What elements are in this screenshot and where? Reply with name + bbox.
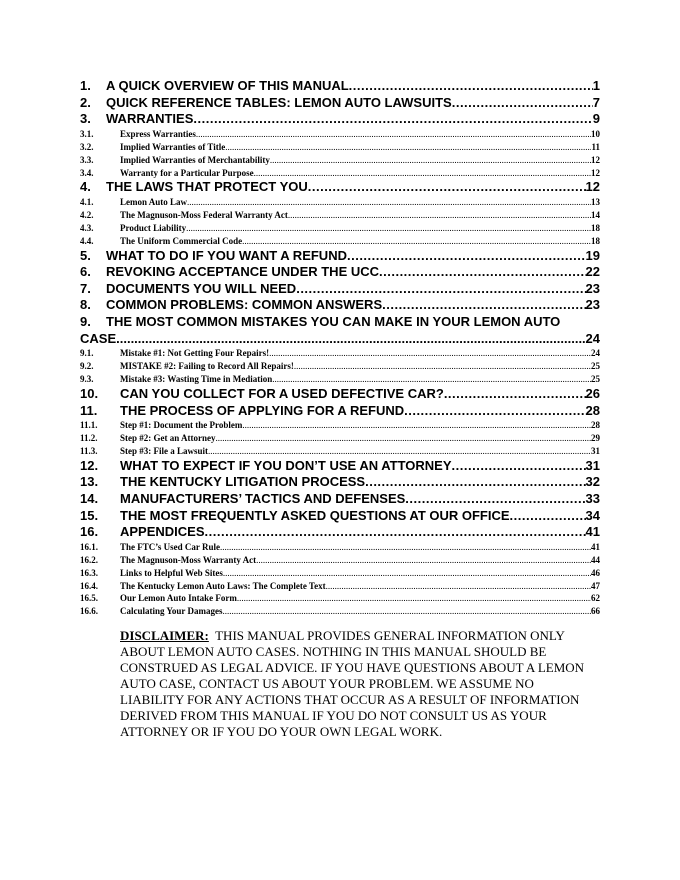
toc-entry-page: 44 xyxy=(591,554,600,565)
toc-entry-page: 11 xyxy=(591,141,600,152)
toc-entry-title: Product Liability xyxy=(120,222,187,233)
toc-entry-number: 4. xyxy=(80,179,91,195)
toc-entry-page: 47 xyxy=(591,580,600,591)
toc-entry[interactable] xyxy=(80,78,600,95)
toc-entry-title: WARRANTIES xyxy=(106,111,194,127)
toc-entry-title: Step #3: File a Lawsuit xyxy=(120,445,209,456)
toc-entry-page: 32 xyxy=(585,474,600,490)
toc-entry-title: The Magnuson-Moss Federal Warranty Act xyxy=(120,209,288,220)
toc-leader xyxy=(116,331,585,348)
toc-entry-page: 28 xyxy=(585,402,600,418)
toc-entry-page: 29 xyxy=(591,433,600,443)
toc-entry-title: THE KENTUCKY LITIGATION PROCESS xyxy=(120,474,366,490)
toc-entry-page: 31 xyxy=(585,457,600,473)
toc-entry-title: The Uniform Commercial Code xyxy=(120,235,243,246)
toc-leader xyxy=(308,179,586,196)
toc-leader xyxy=(256,554,591,567)
toc-entry-page: 12 xyxy=(591,154,600,165)
toc-entry-page: 10 xyxy=(591,128,600,139)
toc-entry-number: 4.2. xyxy=(80,209,94,220)
toc-subentry[interactable] xyxy=(80,419,600,432)
toc-entry-page: 14 xyxy=(591,209,600,220)
toc-entry-number: 3.1. xyxy=(80,128,94,139)
toc-entry-page: 23 xyxy=(585,280,600,296)
toc-leader xyxy=(254,167,591,180)
toc-entry-number: 14. xyxy=(80,491,99,506)
toc-entry-title: The Magnuson-Moss Warranty Act xyxy=(120,554,257,565)
toc-leader xyxy=(404,403,585,420)
toc-entry[interactable] xyxy=(80,264,600,281)
toc-leader xyxy=(452,95,593,112)
toc-entry-number: 1. xyxy=(80,78,91,93)
toc-entry-page: 26 xyxy=(585,385,600,401)
toc-leader xyxy=(269,347,591,360)
toc-entry[interactable] xyxy=(80,508,600,525)
toc-entry-title: REVOKING ACCEPTANCE UNDER THE UCC xyxy=(106,264,380,280)
toc-entry-number: 9.2. xyxy=(80,361,94,372)
toc-entry-title: The Kentucky Lemon Auto Laws: The Complete Text xyxy=(120,580,326,591)
toc-entry-number: 4.1. xyxy=(80,197,94,207)
toc-entry-number: 15. xyxy=(80,507,99,523)
toc-entry-page: 41 xyxy=(591,541,600,552)
toc-entry-number: 8. xyxy=(80,297,91,313)
toc-entry-title: The FTC’s Used Car Rule xyxy=(120,541,221,552)
toc-entry-page: 33 xyxy=(585,491,600,506)
toc-entry-number: 9.3. xyxy=(80,374,94,384)
toc-entry-page: 24 xyxy=(591,348,600,359)
toc-entry-page: 28 xyxy=(591,420,600,431)
toc-entry-title: MISTAKE #2: Failing to Record All Repairs! xyxy=(120,361,294,372)
toc-entry-page: 25 xyxy=(591,361,600,372)
toc-entry-page: 66 xyxy=(591,606,600,617)
toc-subentry[interactable] xyxy=(80,128,600,141)
toc-entry[interactable] xyxy=(80,403,600,420)
toc-entry-page: 34 xyxy=(585,507,600,523)
toc-entry-number: 3.2. xyxy=(80,141,94,152)
toc-subentry[interactable] xyxy=(80,209,600,222)
toc-entry-number: 11. xyxy=(80,402,98,418)
toc-entry-page: 19 xyxy=(585,247,600,263)
toc-entry-number: 16. xyxy=(80,524,99,540)
toc-leader xyxy=(223,567,591,580)
toc-leader xyxy=(242,235,591,248)
toc-entry[interactable] xyxy=(80,248,600,265)
toc-entry[interactable] xyxy=(80,281,600,298)
toc-subentry[interactable] xyxy=(80,141,600,154)
toc-entry[interactable] xyxy=(80,491,600,508)
toc-entry-number: 2. xyxy=(80,94,91,110)
toc-subentry[interactable] xyxy=(80,580,600,593)
toc-leader xyxy=(196,128,591,141)
toc-subentry[interactable] xyxy=(80,360,600,373)
toc-leader xyxy=(186,222,591,235)
toc-subentry[interactable] xyxy=(80,567,600,580)
toc-entry-number: 10. xyxy=(80,385,99,401)
toc-leader xyxy=(347,248,586,265)
toc-leader xyxy=(242,419,591,432)
toc-entry-number: 3. xyxy=(80,111,91,127)
toc-entry-number: 9.1. xyxy=(80,348,94,359)
toc-entry-title: Our Lemon Auto Intake Form xyxy=(120,593,237,604)
toc-leader xyxy=(405,491,585,508)
toc-entry-title: THE PROCESS OF APPLYING FOR A REFUND xyxy=(120,402,405,418)
toc-leader xyxy=(237,592,591,605)
toc-entry-page: 41 xyxy=(585,524,600,540)
toc-entry-page: 31 xyxy=(591,445,600,456)
table-of-contents xyxy=(80,78,600,618)
toc-entry-number: 9. xyxy=(80,314,91,329)
toc-entry-number: 3.3. xyxy=(80,154,94,165)
toc-entry-page: 24 xyxy=(585,330,600,346)
toc-leader xyxy=(294,360,591,373)
toc-entry-title: Implied Warranties of Title xyxy=(120,141,226,152)
toc-entry-number: 12. xyxy=(80,457,99,473)
toc-leader xyxy=(223,605,591,618)
toc-entry-title: APPENDICES xyxy=(120,524,205,540)
toc-leader xyxy=(187,196,591,209)
toc-entry-page: 18 xyxy=(591,235,600,246)
toc-entry-page: 25 xyxy=(591,374,600,384)
toc-subentry[interactable] xyxy=(80,167,600,180)
toc-entry[interactable] xyxy=(80,95,600,112)
toc-leader xyxy=(208,445,591,458)
toc-leader xyxy=(510,508,586,525)
toc-entry-page: 62 xyxy=(591,593,600,604)
toc-entry[interactable] xyxy=(80,314,600,347)
toc-leader xyxy=(288,209,591,222)
toc-entry-number: 3.4. xyxy=(80,167,94,178)
toc-leader xyxy=(270,154,591,167)
toc-leader xyxy=(216,432,592,445)
toc-subentry[interactable] xyxy=(80,222,600,235)
toc-entry-title: Mistake #3: Wasting Time in Mediation xyxy=(120,374,273,384)
toc-entry-title: Warranty for a Particular Purpose xyxy=(120,167,254,178)
toc-leader xyxy=(296,281,585,298)
toc-entry-page: 18 xyxy=(591,222,600,233)
toc-leader xyxy=(220,541,591,554)
disclaimer-label: DISCLAIMER: xyxy=(120,628,209,643)
toc-entry-title: DOCUMENTS YOU WILL NEED xyxy=(106,280,297,296)
toc-entry-page: 12 xyxy=(591,167,600,178)
toc-leader xyxy=(272,373,591,386)
toc-entry-title: A QUICK OVERVIEW OF THIS MANUAL xyxy=(106,78,349,93)
toc-entry-page: 7 xyxy=(592,94,600,110)
toc-subentry[interactable] xyxy=(80,541,600,554)
toc-entry-title: Lemon Auto Law xyxy=(120,197,188,207)
toc-entry-title: Implied Warranties of Merchantability xyxy=(120,154,270,165)
disclaimer-text: THIS MANUAL PROVIDES GENERAL INFORMATION ONLY ABOUT LEMON AUTO CASES. NOTHING IN THIS MANUAL SHOULD BE CONSTRUED AS LEGAL ADVICE. IF YOU HAVE QUESTIONS ABOUT A LEMON AUTO CASE, CONTACT US ABOUT YOUR PROBLEM. WE ASSUME NO LIABILITY FOR ANY ACTIONS THAT OCCUR AS A RESULT OF INFORMATION DERIVED FROM THIS MANUAL IF YOU DO NOT CONSULT US AS YOUR ATTORNEY OR IF YOU DO YOUR OWN LEGAL WORK. xyxy=(120,628,585,739)
toc-entry-number: 16.4. xyxy=(80,580,98,591)
toc-leader xyxy=(205,524,586,541)
toc-entry-title: WHAT TO EXPECT IF YOU DON’T USE AN ATTORNEY xyxy=(120,457,452,473)
toc-entry[interactable] xyxy=(80,111,600,128)
toc-entry-number: 13. xyxy=(80,474,99,490)
toc-entry-title: CAN YOU COLLECT FOR A USED DEFECTIVE CAR? xyxy=(120,385,444,401)
toc-entry-title: MANUFACTURERS’ TACTICS AND DEFENSES xyxy=(120,491,406,506)
toc-entry-title: Step #1: Document the Problem xyxy=(120,420,243,431)
toc-subentry[interactable] xyxy=(80,373,600,386)
toc-entry-number: 7. xyxy=(80,280,91,296)
toc-entry-title: Calculating Your Damages xyxy=(120,606,223,617)
toc-entry-page: 22 xyxy=(585,264,600,280)
toc-entry-title: THE MOST COMMON MISTAKES YOU CAN MAKE IN YOUR LEMON AUTO xyxy=(106,314,561,329)
toc-entry-title: THE LAWS THAT PROTECT YOU xyxy=(106,179,308,195)
toc-entry-number: 11.2. xyxy=(80,433,98,443)
toc-subentry[interactable] xyxy=(80,554,600,567)
toc-leader xyxy=(326,580,591,593)
toc-entry-page: 23 xyxy=(585,297,600,313)
toc-entry-page: 13 xyxy=(591,197,600,207)
toc-entry-title: Express Warranties xyxy=(120,128,196,139)
toc-leader xyxy=(349,78,593,95)
toc-entry[interactable] xyxy=(80,386,600,403)
toc-subentry[interactable] xyxy=(80,154,600,167)
toc-subentry[interactable] xyxy=(80,235,600,248)
toc-entry-page: 1 xyxy=(592,78,600,93)
toc-entry-number: 4.4. xyxy=(80,235,94,246)
toc-entry-number: 16.5. xyxy=(80,593,98,604)
toc-entry[interactable] xyxy=(80,524,600,541)
toc-leader xyxy=(444,386,586,403)
toc-subentry[interactable] xyxy=(80,445,600,458)
toc-entry-title: WHAT TO DO IF YOU WANT A REFUND xyxy=(106,247,347,263)
toc-entry[interactable] xyxy=(80,297,600,314)
disclaimer xyxy=(120,628,600,740)
toc-entry-title: THE MOST FREQUENTLY ASKED QUESTIONS AT OUR OFFICE xyxy=(120,507,510,523)
toc-entry-number: 5. xyxy=(80,247,91,263)
toc-entry-number: 16.3. xyxy=(80,567,98,578)
toc-subentry[interactable] xyxy=(80,432,600,445)
toc-entry-title: Step #2: Get an Attorney xyxy=(120,433,216,443)
toc-leader xyxy=(225,141,591,154)
toc-leader xyxy=(365,474,585,491)
toc-leader xyxy=(193,111,592,128)
toc-entry-number: 6. xyxy=(80,264,91,280)
toc-entry-number: 11.1. xyxy=(80,420,98,431)
toc-leader xyxy=(382,297,585,314)
toc-entry[interactable] xyxy=(80,458,600,475)
toc-entry-number: 4.3. xyxy=(80,222,94,233)
toc-leader xyxy=(379,264,586,281)
toc-entry-title: Links to Helpful Web Sites xyxy=(120,567,223,578)
toc-entry-page: 9 xyxy=(592,111,600,127)
toc-entry-number: 16.1. xyxy=(80,541,98,552)
toc-entry[interactable] xyxy=(80,179,600,196)
toc-leader xyxy=(452,458,586,475)
toc-entry-page: 46 xyxy=(591,567,600,578)
toc-entry-title: Mistake #1: Not Getting Four Repairs! xyxy=(120,348,270,359)
toc-subentry[interactable] xyxy=(80,347,600,360)
toc-entry-number: 16.6. xyxy=(80,606,98,617)
toc-subentry[interactable] xyxy=(80,196,600,209)
toc-subentry[interactable] xyxy=(80,605,600,618)
toc-entry-number: 16.2. xyxy=(80,554,98,565)
toc-entry-number: 11.3. xyxy=(80,445,98,456)
toc-entry-page: 12 xyxy=(585,179,600,195)
toc-subentry[interactable] xyxy=(80,592,600,605)
toc-entry-title: QUICK REFERENCE TABLES: LEMON AUTO LAWSUITS xyxy=(106,94,452,110)
toc-entry-title-cont: CASE xyxy=(80,330,117,346)
toc-entry[interactable] xyxy=(80,474,600,491)
toc-entry-title: COMMON PROBLEMS: COMMON ANSWERS xyxy=(106,297,383,313)
